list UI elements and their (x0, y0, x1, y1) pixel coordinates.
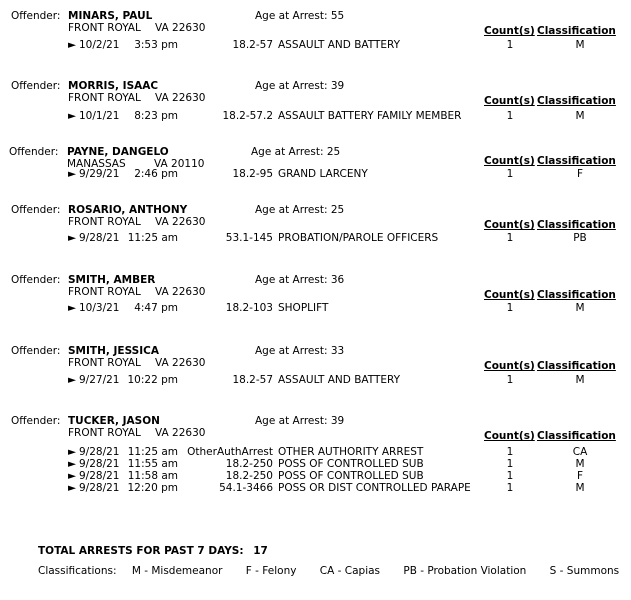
charge-count: 1 (506, 302, 514, 314)
offender-name: MINARS, PAUL (68, 10, 153, 22)
charge-classification: CA (572, 446, 588, 458)
charge-count: 1 (506, 374, 514, 386)
offender-block (0, 274, 631, 334)
charge-marker-icon: ► (68, 458, 77, 470)
classification-legend (38, 565, 619, 577)
offender-label: Offender: (11, 10, 61, 22)
offender-city: FRONT ROYAL (68, 427, 141, 439)
offender-block (0, 10, 631, 70)
charge-description: ASSAULT AND BATTERY (278, 39, 401, 51)
charge-description: ASSAULT BATTERY FAMILY MEMBER (278, 110, 462, 122)
charge-time: 11:58 am (127, 470, 178, 482)
charge-date: 10/2/21 (79, 39, 120, 51)
charge-code: 18.2-57 (232, 374, 273, 386)
offender-name: PAYNE, DANGELO (67, 146, 169, 158)
charge-date: 10/3/21 (79, 302, 120, 314)
classification-header: Classification (537, 430, 616, 442)
charge-date: 9/28/21 (79, 446, 120, 458)
offender-address (68, 92, 205, 104)
charge-marker-icon: ► (68, 302, 77, 314)
legend-label: Classifications: (38, 565, 117, 577)
offender-label: Offender: (9, 146, 59, 158)
offender-state-zip: VA 22630 (155, 92, 206, 104)
charge-count: 1 (506, 470, 514, 482)
offender-name: ROSARIO, ANTHONY (68, 204, 188, 216)
charge-date: 9/27/21 (79, 374, 120, 386)
offender-city: FRONT ROYAL (68, 357, 141, 369)
charge-time: 4:47 pm (134, 302, 178, 314)
counts-header: Count(s) (484, 430, 535, 442)
age-at-arrest (255, 415, 344, 427)
charge-code: OtherAuthArrest (187, 446, 273, 458)
offender-name: SMITH, AMBER (68, 274, 156, 286)
offender-label: Offender: (11, 204, 61, 216)
offender-state-zip: VA 22630 (155, 286, 206, 298)
offender-state-zip: VA 22630 (155, 357, 206, 369)
charge-classification: F (576, 470, 584, 482)
charge-date: 9/28/21 (79, 470, 120, 482)
offender-label: Offender: (11, 274, 61, 286)
charge-count: 1 (506, 39, 514, 51)
offender-address (68, 286, 205, 298)
offender-label: Offender: (11, 80, 61, 92)
age-label: Age at Arrest: (255, 80, 328, 92)
charge-date: 10/1/21 (79, 110, 120, 122)
counts-header: Count(s) (484, 95, 535, 107)
counts-header: Count(s) (484, 25, 535, 37)
charge-marker-icon: ► (68, 232, 77, 244)
age-value: 33 (330, 345, 345, 357)
offender-label: Offender: (11, 415, 61, 427)
charge-description: GRAND LARCENY (278, 168, 368, 180)
charge-marker-icon: ► (68, 470, 77, 482)
counts-header: Count(s) (484, 360, 535, 372)
offender-city: FRONT ROYAL (68, 286, 141, 298)
age-label: Age at Arrest: (255, 274, 328, 286)
charge-classification: F (576, 168, 584, 180)
offender-label: Offender: (11, 345, 61, 357)
age-value: 25 (330, 204, 345, 216)
offender-city: FRONT ROYAL (68, 92, 141, 104)
charge-marker-icon: ► (68, 446, 77, 458)
offender-name: TUCKER, JASON (68, 415, 160, 427)
charge-marker-icon: ► (68, 168, 77, 180)
charge-time: 11:55 am (127, 458, 178, 470)
charge-description: POSS OR DIST CONTROLLED PARAPE (278, 482, 471, 494)
age-label: Age at Arrest: (255, 345, 328, 357)
charge-code: 18.2-250 (225, 470, 273, 482)
charge-time: 11:25 am (127, 232, 178, 244)
legend-item-ca: CA - Capias (319, 565, 381, 577)
offender-address (68, 22, 205, 34)
offender-block (0, 80, 631, 140)
classification-header: Classification (537, 95, 616, 107)
charge-classification: M (575, 302, 585, 314)
charge-code: 53.1-145 (225, 232, 273, 244)
charge-description: SHOPLIFT (278, 302, 329, 314)
offender-address (68, 427, 205, 439)
classification-header: Classification (537, 360, 616, 372)
offender-block (0, 146, 631, 206)
age-at-arrest (251, 146, 340, 158)
offender-name: MORRIS, ISAAC (68, 80, 159, 92)
legend-item-f: F - Felony (245, 565, 297, 577)
age-value: 39 (330, 415, 345, 427)
age-label: Age at Arrest: (255, 10, 328, 22)
charge-time: 3:53 pm (134, 39, 178, 51)
charge-time: 12:20 pm (127, 482, 178, 494)
offender-city: FRONT ROYAL (68, 22, 141, 34)
legend-item-s: S - Summons (549, 565, 620, 577)
charge-code: 18.2-57.2 (222, 110, 273, 122)
charge-classification: M (575, 482, 585, 494)
offender-city: FRONT ROYAL (68, 216, 141, 228)
charge-code: 18.2-57 (232, 39, 273, 51)
charge-date: 9/28/21 (79, 482, 120, 494)
offender-block (0, 345, 631, 405)
charge-marker-icon: ► (68, 374, 77, 386)
charge-time: 2:46 pm (134, 168, 178, 180)
charge-classification: M (575, 374, 585, 386)
charge-classification: M (575, 458, 585, 470)
charge-time: 11:25 am (127, 446, 178, 458)
charge-time: 8:23 pm (134, 110, 178, 122)
charge-date: 9/29/21 (79, 168, 120, 180)
classification-header: Classification (537, 25, 616, 37)
offender-state-zip: VA 20110 (154, 158, 205, 170)
offender-state-zip: VA 22630 (155, 216, 206, 228)
counts-header: Count(s) (484, 289, 535, 301)
charge-classification: M (575, 110, 585, 122)
age-at-arrest (255, 10, 344, 22)
offender-address (68, 216, 205, 228)
charge-time: 10:22 pm (127, 374, 178, 386)
charge-classification: M (575, 39, 585, 51)
charge-description: OTHER AUTHORITY ARREST (278, 446, 424, 458)
charge-classification: PB (573, 232, 587, 244)
charge-code: 18.2-95 (232, 168, 273, 180)
age-value: 55 (330, 10, 345, 22)
classification-header: Classification (537, 289, 616, 301)
charge-code: 54.1-3466 (219, 482, 273, 494)
offender-state-zip: VA 22630 (155, 22, 206, 34)
total-arrests (38, 545, 268, 557)
counts-header: Count(s) (484, 219, 535, 231)
charge-count: 1 (506, 446, 514, 458)
age-at-arrest (255, 80, 344, 92)
charge-marker-icon: ► (68, 39, 77, 51)
charge-marker-icon: ► (68, 110, 77, 122)
age-label: Age at Arrest: (255, 415, 328, 427)
legend-item-m: M - Misdemeanor (131, 565, 223, 577)
charge-count: 1 (506, 168, 514, 180)
charge-count: 1 (506, 482, 514, 494)
offender-block (0, 204, 631, 264)
age-value: 25 (326, 146, 341, 158)
charge-description: POSS OF CONTROLLED SUB (278, 458, 424, 470)
charge-description: POSS OF CONTROLLED SUB (278, 470, 424, 482)
age-at-arrest (255, 274, 344, 286)
total-arrests-label: TOTAL ARRESTS FOR PAST 7 DAYS: (38, 545, 244, 557)
charge-marker-icon: ► (68, 482, 77, 494)
age-at-arrest (255, 345, 344, 357)
offender-city: MANASSAS (67, 158, 126, 170)
age-label: Age at Arrest: (255, 204, 328, 216)
offender-state-zip: VA 22630 (155, 427, 206, 439)
charge-count: 1 (506, 110, 514, 122)
age-value: 36 (330, 274, 345, 286)
total-arrests-value: 17 (253, 545, 268, 557)
legend-item-pb: PB - Probation Violation (403, 565, 527, 577)
charge-code: 18.2-103 (225, 302, 273, 314)
classification-header: Classification (537, 155, 616, 167)
charge-description: PROBATION/PAROLE OFFICERS (278, 232, 439, 244)
age-label: Age at Arrest: (251, 146, 324, 158)
counts-header: Count(s) (484, 155, 535, 167)
charge-count: 1 (506, 232, 514, 244)
charge-date: 9/28/21 (79, 458, 120, 470)
classification-header: Classification (537, 219, 616, 231)
charge-description: ASSAULT AND BATTERY (278, 374, 401, 386)
offender-block (0, 415, 631, 494)
charge-count: 1 (506, 458, 514, 470)
age-value: 39 (330, 80, 345, 92)
age-at-arrest (255, 204, 344, 216)
offender-address (68, 357, 205, 369)
offender-name: SMITH, JESSICA (68, 345, 159, 357)
charge-date: 9/28/21 (79, 232, 120, 244)
charge-code: 18.2-250 (225, 458, 273, 470)
